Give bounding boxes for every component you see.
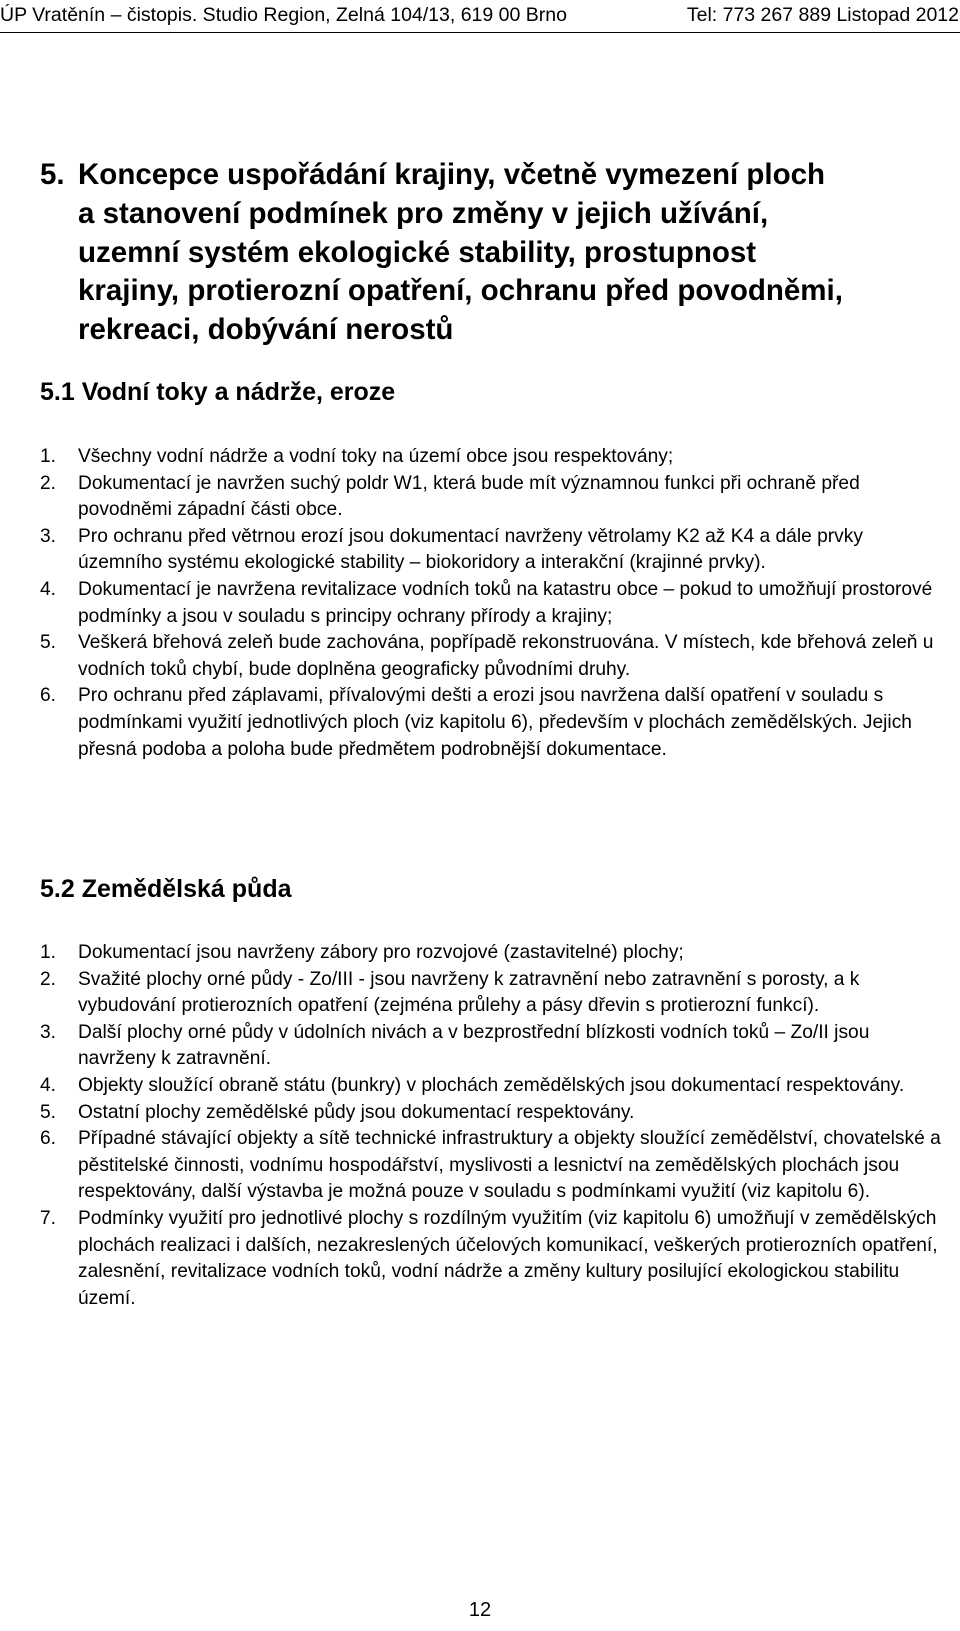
list-item-text: Další plochy orné půdy v údolních nivách a v bezprostřední blízkosti vodních toků – Zo/II jsou navrženy k zatravnění. <box>78 1021 870 1070</box>
chapter-title-line-3: uzemní systém ekologické stability, prostupnost <box>78 235 757 269</box>
chapter-title <box>40 156 940 350</box>
list-item-text: Dokumentací je navržena revitalizace vodních toků na katastru obce – pokud to umožňují prostorové podmínky a jsou v souladu s principy ochrany přírody a krajiny; <box>78 578 933 627</box>
list-item-number: 3. <box>40 525 57 547</box>
page-header <box>0 2 960 33</box>
list-item <box>40 630 945 683</box>
chapter-title-line-5: rekreaci, dobývání nerostů <box>78 313 454 347</box>
list-item-number: 6. <box>40 685 57 707</box>
list-item <box>40 940 945 967</box>
list-item-number: 5. <box>40 1101 57 1123</box>
list-item-number: 2. <box>40 968 57 990</box>
list-item-number: 4. <box>40 578 57 600</box>
list-item-number: 4. <box>40 1074 57 1096</box>
list-item <box>40 471 945 524</box>
list-item-text: Veškerá břehová zeleň bude zachována, popřípadě rekonstruována. V místech, kde břehová zeleň u vodních toků chybí, bude doplněna geograficky původními druhy. <box>78 632 934 680</box>
list-item-text: Případné stávající objekty a sítě technické infrastruktury a objekty sloužící zemědělství, chovatelské a pěstitelské činnosti, vodnímu hospodářství, myslivosti a lesnictví na zemědělských plochách jsou respektovány, další výstavba je možná pouze v souladu s podmínkami využití (viz kapitolu 6). <box>78 1128 941 1203</box>
section-heading-water: 5.1 Vodní toky a nádrže, eroze <box>40 378 396 406</box>
list-item <box>40 1100 945 1127</box>
list-item-number: 1. <box>40 942 57 963</box>
list-item-text: Dokumentací je navržen suchý poldr W1, která bude mít významnou funkci při ochraně před povodněmi západní části obce. <box>78 472 860 521</box>
list-item-number: 7. <box>40 1207 57 1229</box>
list-item <box>40 444 945 471</box>
list-item <box>40 1126 945 1206</box>
list-item-text: Pro ochranu před větrnou erozí jsou dokumentací navrženy větrolamy K2 až K4 a dále prvky územního systému ekologické stability – biokoridory a interakční (krajinné prvky). <box>78 525 863 574</box>
list-item-number: 3. <box>40 1021 57 1043</box>
chapter-title-line-1: Koncepce uspořádání krajiny, včetně vymezení ploch <box>78 158 826 191</box>
chapter-title-line-2: a stanovení podmínek pro změny v jejich užívání, <box>78 196 769 230</box>
list-item <box>40 1020 945 1073</box>
list-item-text: Všechny vodní nádrže a vodní toky na území obce jsou respektovány; <box>78 446 674 467</box>
agriculture-measures-list <box>40 940 945 1312</box>
page-number: 12 <box>468 1599 492 1621</box>
list-item <box>40 683 945 763</box>
list-item-number: 1. <box>40 446 57 467</box>
list-item-text: Podmínky využití pro jednotlivé plochy s rozdílným využitím (viz kapitolu 6) umožňují v zemědělských plochách realizaci i dalších, nezakreslených účelových komunikací, veškerých protierozních opatření, zalesnění, revitalizace vodních toků, vodní nádrže a změny kultury posilující ekologickou stabilitu území. <box>78 1207 938 1309</box>
list-item-text: Svažité plochy orné půdy - Zo/III - jsou navrženy k zatravnění nebo zatravnění s porosty, a k vybudování protierozních opatření (zejména průlehy a pásy dřevin s protierozní funkcí). <box>78 968 860 1017</box>
header-right-text: Tel: 773 267 889 Listopad 2012 <box>686 4 959 26</box>
section-heading-agriculture: 5.2 Zemědělská půda <box>40 875 292 903</box>
list-item <box>40 967 945 1020</box>
list-item <box>40 577 945 630</box>
list-item <box>40 1206 945 1312</box>
header-left-text: ÚP Vratěnín – čistopis. Studio Region, Zelná 104/13, 619 00 Brno <box>0 4 567 26</box>
chapter-title-line-4: krajiny, protierozní opatření, ochranu před povodněmi, <box>78 274 843 308</box>
list-item-number: 2. <box>40 472 57 494</box>
list-item <box>40 524 945 577</box>
chapter-number: 5. <box>40 158 65 191</box>
water-measures-list <box>40 444 945 763</box>
list-item-text: Objekty sloužící obraně státu (bunkry) v plochách zemědělských jsou dokumentací respektovány. <box>78 1074 905 1096</box>
list-item-text: Dokumentací jsou navrženy zábory pro rozvojové (zastavitelné) plochy; <box>78 942 684 963</box>
list-item-text: Pro ochranu před záplavami, přívalovými dešti a erozi jsou navržena další opatření v souladu s podmínkami využití jednotlivých ploch (viz kapitolu 6), především v plochách zemědělských. Jejich přesná podoba a poloha bude předmětem podrobnější dokumentace. <box>78 685 912 760</box>
list-item-number: 5. <box>40 632 57 654</box>
list-item <box>40 1073 945 1100</box>
list-item-number: 6. <box>40 1128 57 1150</box>
list-item-text: Ostatní plochy zemědělské půdy jsou dokumentací respektovány. <box>78 1101 635 1123</box>
